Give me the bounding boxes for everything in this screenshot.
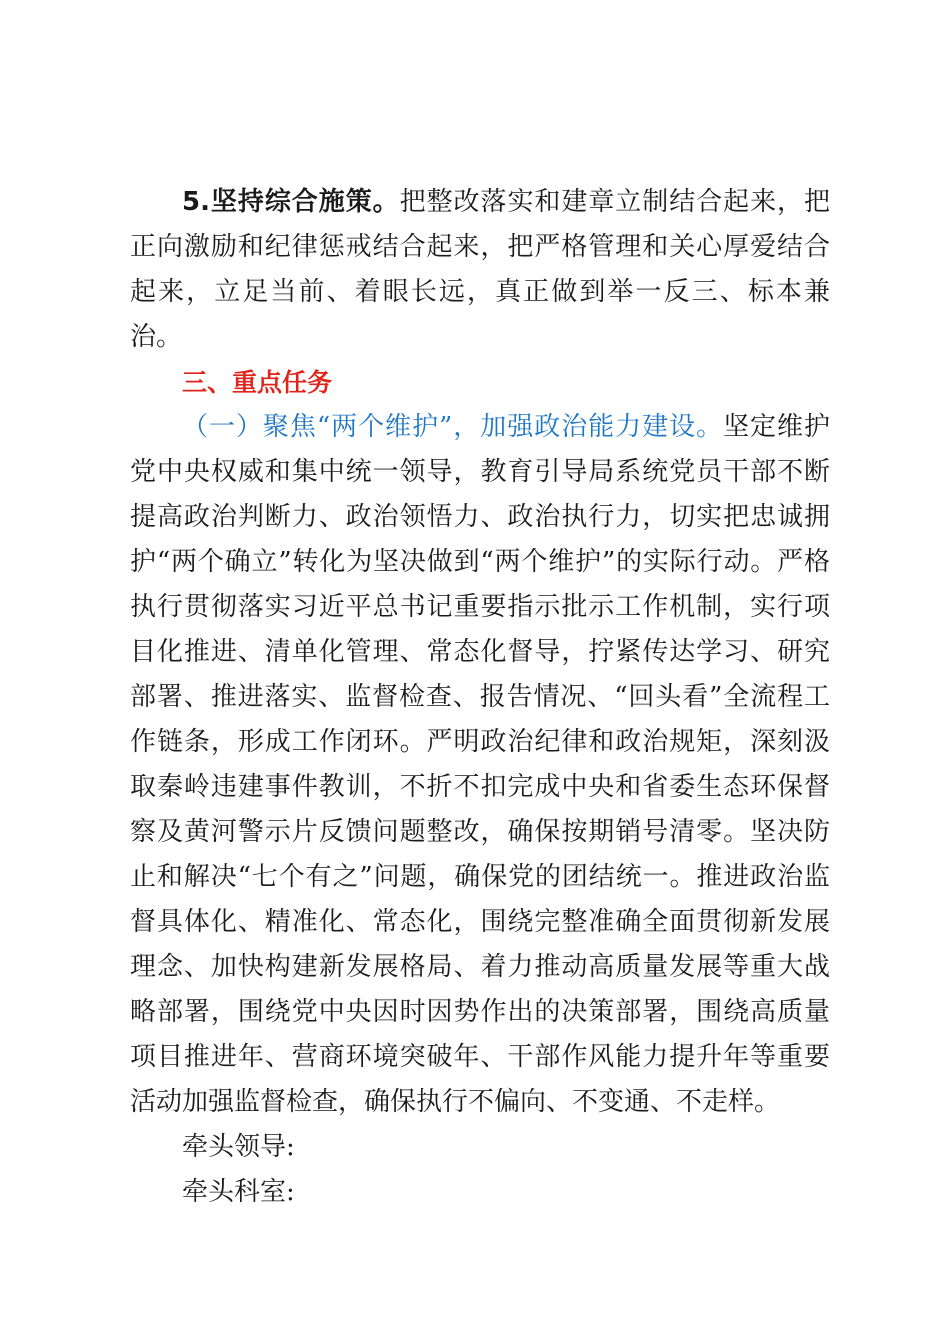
lead-office-line: 牵头科室: xyxy=(182,1177,295,1207)
lead-leader-line: 牵头领导: xyxy=(182,1132,295,1162)
subsection-1-title: （一）聚焦“两个维护”，加强政治能力建设。 xyxy=(182,412,724,442)
document-body xyxy=(130,180,830,1215)
section-3-heading: 三、重点任务 xyxy=(182,368,333,397)
item-5-lead: 5.坚持综合施策。 xyxy=(182,187,400,217)
item-5-body: 把整改落实和建章立制结合起来，把正向激励和纪律惩戒结合起来，把严格管理和关心厚爱结合起来，立足当前、着眼长远，真正做到举一反三、标本兼治。 xyxy=(130,187,830,352)
paragraph-subsection-1 xyxy=(130,405,830,1125)
paragraph-item-5 xyxy=(130,180,830,360)
subsection-1-body: 坚定维护党中央权威和集中统一领导，教育引导局系统党员干部不断提高政治判断力、政治领悟力、政治执行力，切实把忠诚拥护“两个确立”转化为坚决做到“两个维护”的实际行动。严格执行贯彻落实习近平总书记重要指示批示工作机制，实行项目化推进、清单化管理、常态化督导，拧紧传达学习、研究部署、推进落实、监督检查、报告情况、“回头看”全流程工作链条，形成工作闭环。严明政治纪律和政治规矩，深刻汲取秦岭违建事件教训，不折不扣完成中央和省委生态环保督察及黄河警示片反馈问题整改，确保按期销号清零。坚决防止和解决“七个有之”问题，确保党的团结统一。推进政治监督具体化、精准化、常态化，围绕完整准确全面贯彻新发展理念、加快构建新发展格局、着力推动高质量发展等重大战略部署，围绕党中央因时因势作出的决策部署，围绕高质量项目推进年、营商环境突破年、干部作风能力提升年等重要活动加强监督检查，确保执行不偏向、不变通、不走样。 xyxy=(130,412,830,1117)
